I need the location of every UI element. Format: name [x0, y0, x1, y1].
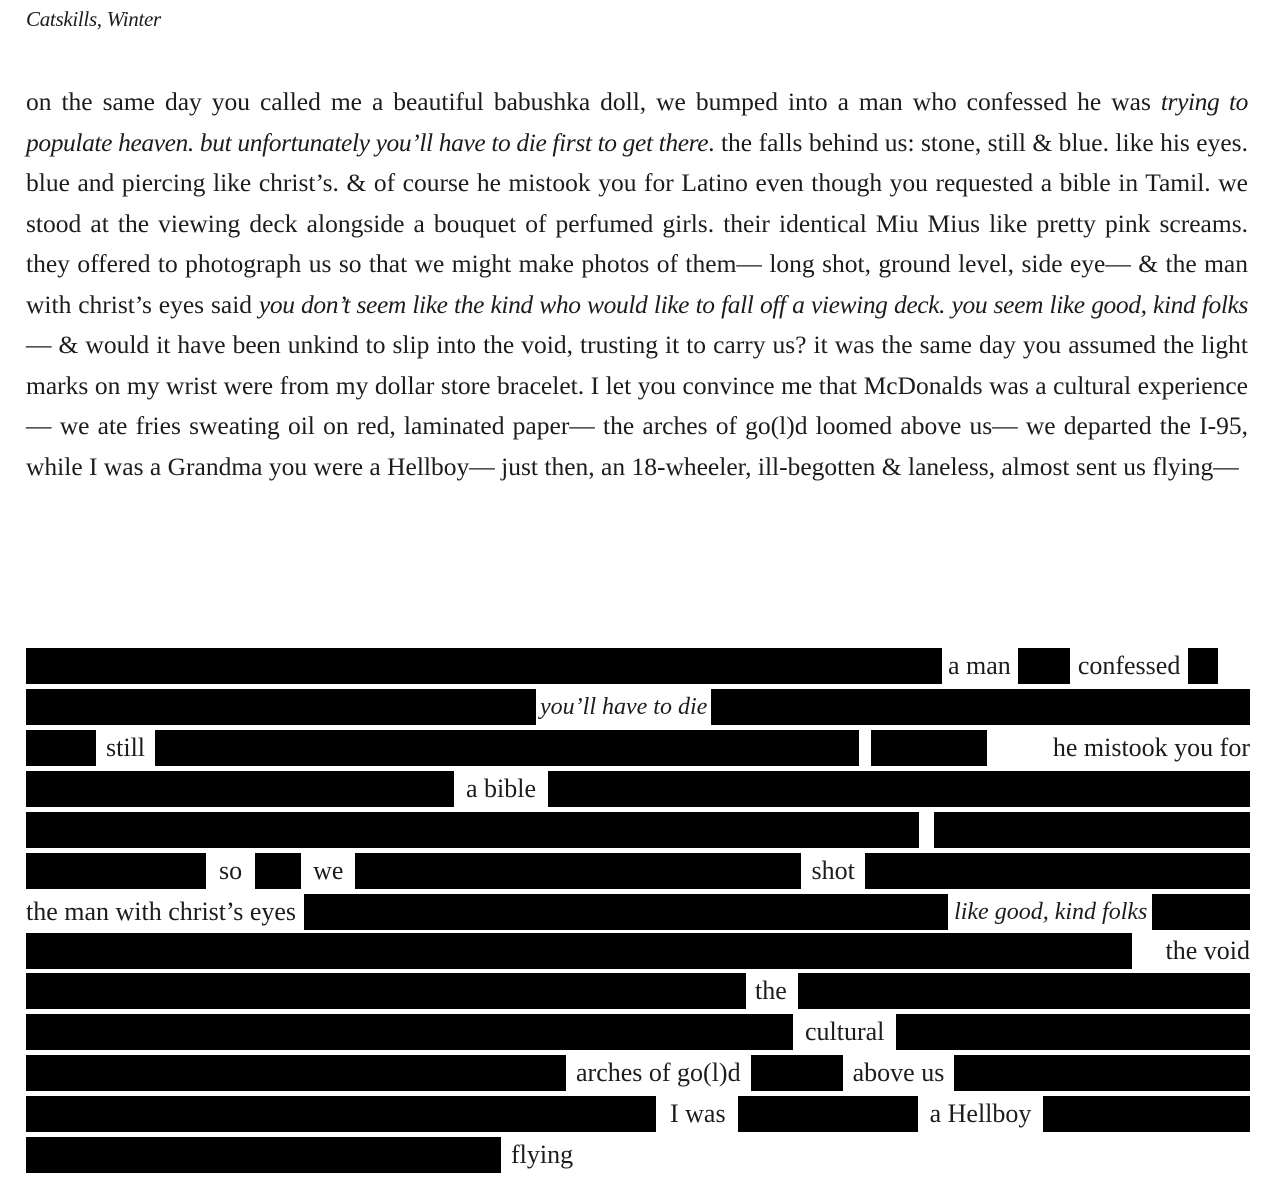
erasure-word: a man	[948, 651, 1011, 680]
erasure-line	[26, 771, 1250, 807]
redaction-bar	[871, 730, 987, 766]
prose-text: on the same day you called me a beautiful babushka doll, we bumped into a man who confessed he was	[26, 87, 1161, 116]
erasure-word: I was	[670, 1099, 726, 1128]
redaction-bar	[896, 1014, 1250, 1050]
erasure-line	[26, 812, 1250, 848]
redaction-bar	[355, 853, 801, 889]
poem-title: Catskills, Winter	[26, 7, 161, 31]
redaction-bar	[26, 853, 206, 889]
erasure-word: shot	[811, 856, 855, 885]
redaction-bar	[954, 1055, 1250, 1091]
erasure-word: flying	[511, 1140, 574, 1169]
prose-quote: trying to populate heaven. but unfortunately you’ll have to die first to get there	[26, 87, 1248, 157]
redaction-bar	[26, 648, 942, 684]
erasure-word: confessed	[1077, 651, 1181, 680]
prose-quote: you don’t seem like the kind who would like to fall off a viewing deck. you seem like good, kind folks	[258, 289, 1249, 319]
erasure-word: arches of go(l)d	[576, 1058, 741, 1087]
erasure-line	[26, 648, 1250, 684]
redaction-bar	[26, 1055, 566, 1091]
redaction-bar	[711, 689, 1250, 725]
erasure-word: above us	[852, 1058, 945, 1087]
erasure-word: so	[219, 856, 243, 885]
prose-poem	[26, 82, 1248, 487]
erasure-line	[26, 894, 1250, 930]
erasure-word: cultural	[805, 1017, 885, 1046]
erasure-word: a bible	[466, 774, 537, 803]
erasure-word: still	[106, 733, 146, 762]
erasure-word: the man with christ’s eyes	[26, 897, 297, 926]
erasure-word: like good, kind folks	[954, 898, 1148, 925]
prose-text: — & would it have been unkind to slip into the void, trusting it to carry us? it was the same day you assumed the light marks on my wrist were from my dollar store bracelet. I let you convince me that McDonalds was a cultural experience— we ate fries sweating oil on red, laminated paper— the arches of go(l)d loomed above us— we departed the I-95, while I was a Grandma you were a Hellboy— just then, an 18-wheeler, ill-begotten & laneless, almost sent us flying—	[26, 330, 1248, 481]
redaction-bar	[1043, 1096, 1250, 1132]
redaction-bar	[26, 1096, 656, 1132]
erasure-line	[26, 689, 1250, 725]
erasure-word: we	[313, 856, 344, 885]
erasure-line	[26, 1137, 1250, 1173]
redaction-bar	[26, 973, 746, 1009]
redaction-bar	[255, 853, 301, 889]
erasure-word: the	[755, 976, 787, 1005]
erasure-line	[26, 1014, 1250, 1050]
redaction-bar	[26, 933, 1132, 969]
erasure-line	[26, 1055, 1250, 1091]
redaction-bar	[798, 973, 1250, 1009]
redaction-bar	[865, 853, 1250, 889]
redaction-bar	[155, 730, 859, 766]
redaction-bar	[304, 894, 948, 930]
redaction-bar	[1018, 648, 1070, 684]
redaction-bar	[26, 812, 919, 848]
redaction-bar	[738, 1096, 918, 1132]
redaction-bar	[26, 771, 454, 807]
erasure-word: a Hellboy	[929, 1099, 1032, 1128]
erasure-word: the void	[1165, 936, 1250, 965]
redaction-bar	[751, 1055, 843, 1091]
redaction-bar	[26, 730, 96, 766]
redaction-bar	[1152, 894, 1250, 930]
erasure-word: you’ll have to die	[540, 693, 708, 720]
redaction-bar	[934, 812, 1250, 848]
erasure-line	[26, 853, 1250, 889]
redaction-bar	[26, 1137, 501, 1173]
erasure-line	[26, 973, 1250, 1009]
redaction-bar	[1188, 648, 1218, 684]
erasure-line	[26, 933, 1250, 969]
erasure-line	[26, 730, 1250, 766]
redaction-bar	[26, 689, 536, 725]
prose-text: . the falls behind us: stone, still & blue. like his eyes. blue and piercing like christ’s. & of course he mistook you for Latino even though you requested a bible in Tamil. we stood at the viewing deck alongside a bouquet of perfumed girls. their identical Miu Mius like pretty pink screams. they offered to photograph us so that we might make photos of them— long shot, ground level, side eye— & the man with christ’s eyes said	[26, 127, 1248, 319]
erasure-line	[26, 1096, 1250, 1132]
redaction-bar	[548, 771, 1250, 807]
redaction-bar	[26, 1014, 793, 1050]
erasure-word: he mistook you for	[1052, 733, 1250, 762]
